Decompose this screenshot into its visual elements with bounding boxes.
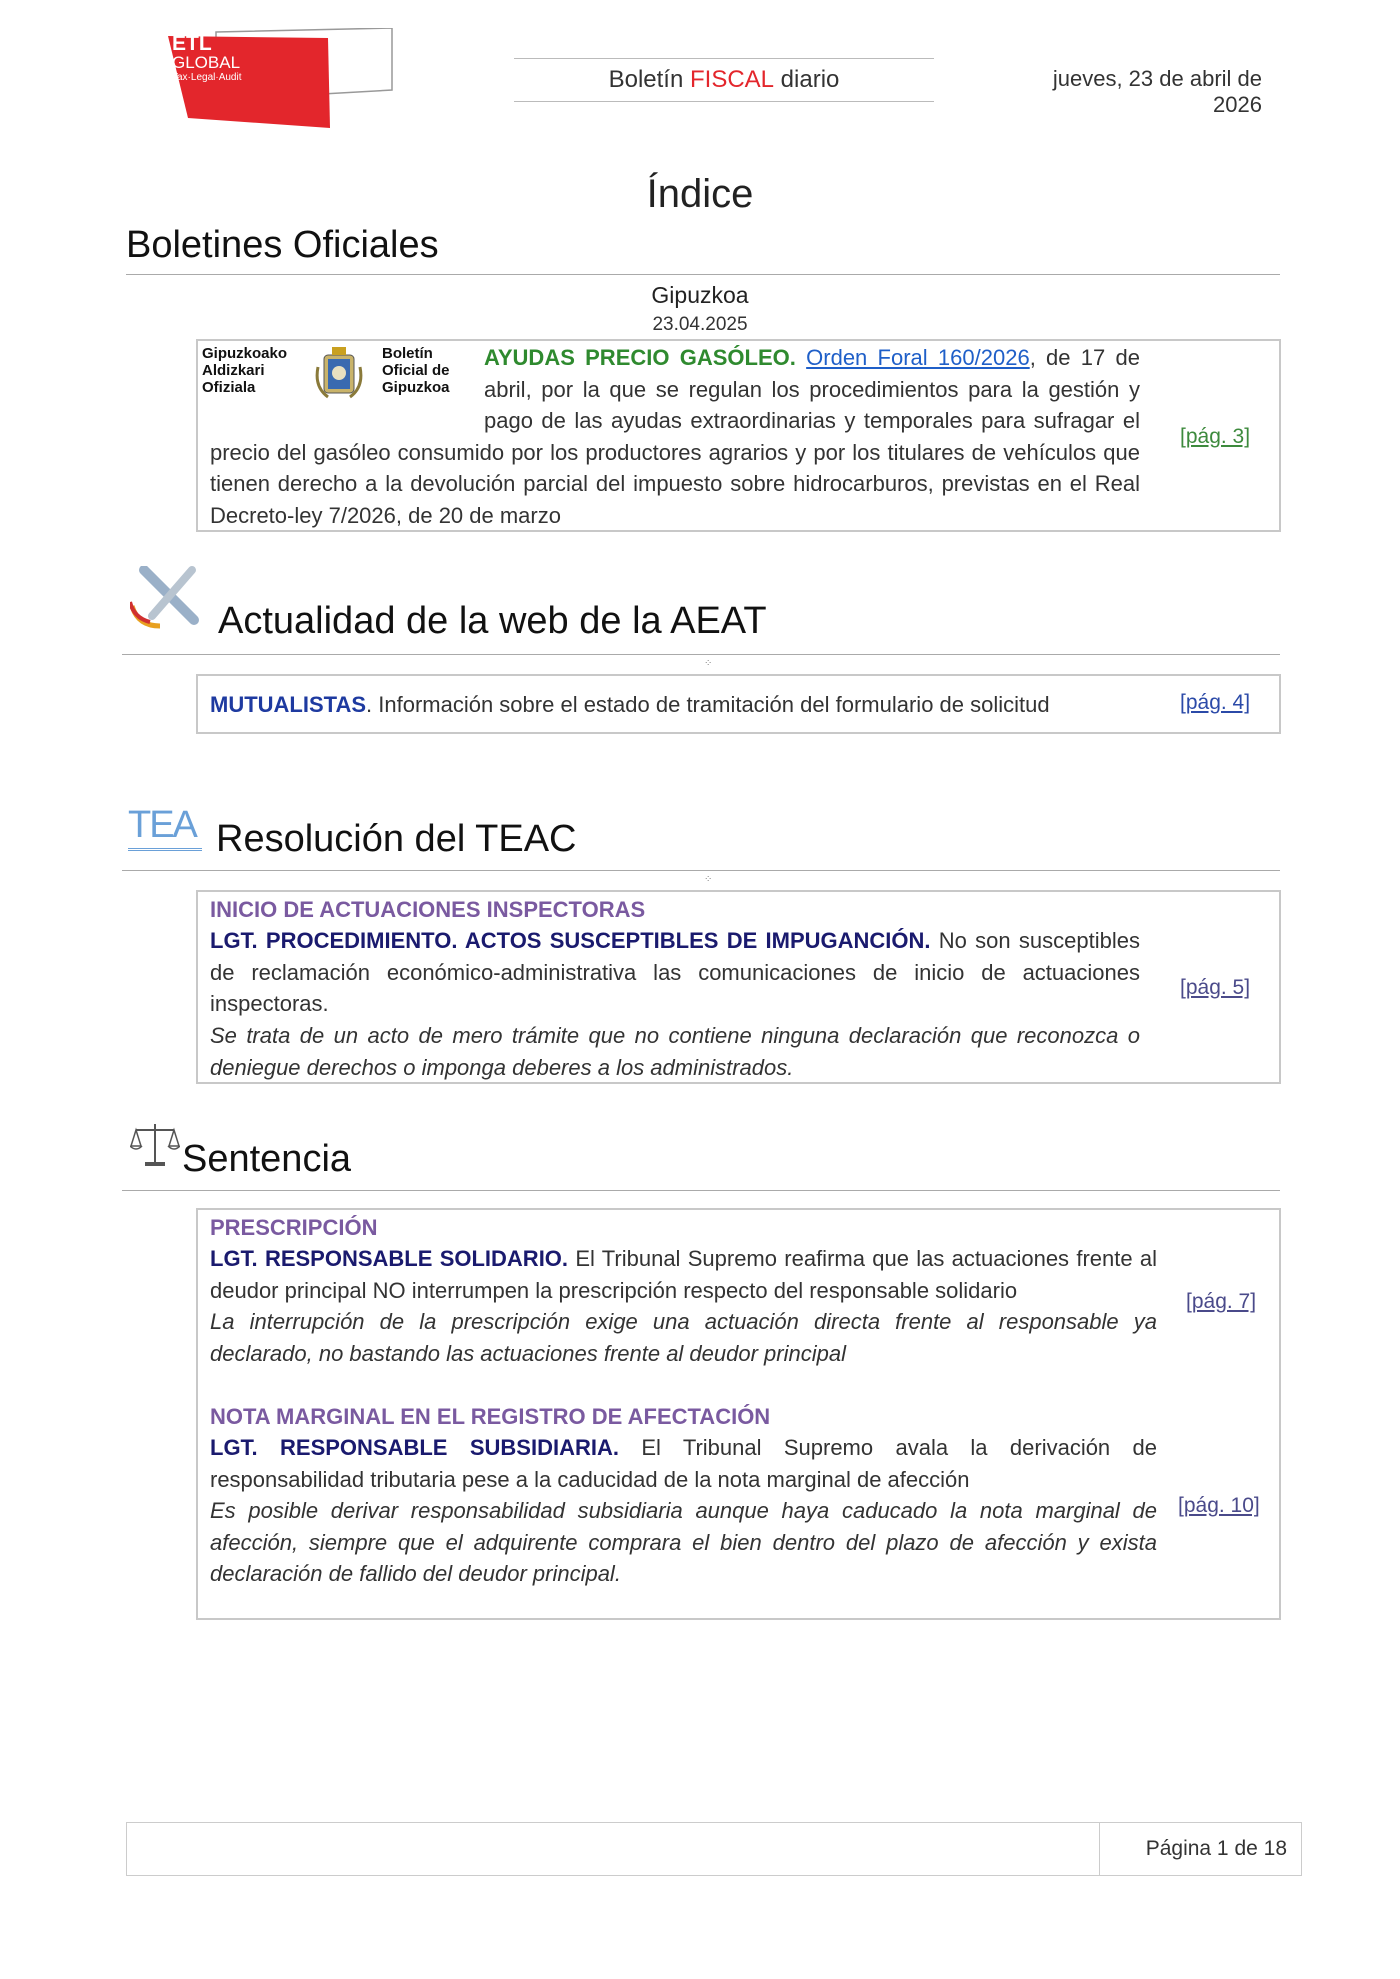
logo-right-line: Boletín (382, 345, 433, 362)
boletin-item-text (210, 342, 1140, 531)
sentencia-items-box (196, 1208, 1281, 1620)
section-divider (126, 274, 1280, 275)
logo-right-line: Gipuzkoa (382, 379, 450, 396)
aeat-logo-icon (130, 566, 204, 632)
section-title-aeat: Actualidad de la web de la AEAT (218, 600, 767, 642)
boletin-item-box (196, 339, 1281, 532)
section-divider (122, 870, 1280, 871)
item-kicker: PRESCRIPCIÓN (210, 1215, 378, 1240)
item-kicker: NOTA MARGINAL EN EL REGISTRO DE AFECTACIÓN (210, 1404, 771, 1429)
item-summary: Es posible derivar responsabilidad subsidiaria aunque haya caducado la nota marginal de afección, siempre que el adquirente comprara el bien dentro del plazo de afección y exista declaración de fallido del deudor principal. (210, 1498, 1157, 1586)
teac-logo-text: TEA (128, 804, 196, 846)
title-accent: FISCAL (689, 66, 775, 93)
region-name: Gipuzkoa (651, 282, 749, 308)
teac-logo-icon (128, 804, 204, 856)
item-summary: La interrupción de la prescripción exige una actuación directa frente al responsable ya declarado, no bastando las actuaciones frente al deudor principal (210, 1309, 1157, 1366)
newsletter-title (514, 58, 934, 102)
anchor-marker: ⁘ (704, 874, 713, 885)
logo-global-text: GLOBAL (172, 53, 241, 72)
sentencia-item-text (210, 1432, 1157, 1495)
page-link[interactable]: [pág. 3] (1180, 425, 1251, 448)
page-link[interactable]: [pág. 10] (1178, 1494, 1260, 1517)
logo-right-line: Oficial de (382, 362, 450, 379)
teac-item-box (196, 890, 1281, 1084)
page-link[interactable]: [pág. 4] (1180, 691, 1251, 714)
orden-foral-link[interactable]: Orden Foral 160/2026 (806, 345, 1030, 370)
logo-left-line: Ofiziala (202, 379, 256, 396)
section-title-sentencia: Sentencia (182, 1138, 352, 1180)
page-number: Página 1 de 18 (1145, 1837, 1287, 1860)
page-footer (126, 1822, 1302, 1876)
item-description: El Tribunal Supremo avala la derivación de responsabilidad tributaria pese a la caducidad de la nota marginal de afección (210, 1435, 1157, 1492)
item-description: , de 17 de abril, por la que se regulan los procedimientos para la gestión y pago de las ayudas extraordinarias y temporales para sufragar el precio del gasóleo consumido por los productores agrarios y por los titulares de vehículos que tienen derecho a la devolución parcial del impuesto sobre hidrocarburos, previstas en el Real Decreto-ley 7/2026, de 20 de marzo (210, 345, 1140, 528)
section-divider (122, 1190, 1280, 1191)
logo-left-line: Aldizkari (202, 362, 265, 379)
page-link[interactable]: [pág. 7] (1186, 1290, 1257, 1313)
title-prefix: Boletín (608, 66, 690, 93)
anchor-marker: ⁘ (704, 658, 713, 669)
teac-item-text (210, 925, 1140, 1020)
logo-etl-text: ETL (172, 32, 212, 55)
item-description: El Tribunal Supremo reafirma que las actuaciones frente al deudor principal NO interrumpen la prescripción respecto del responsable solidario (210, 1246, 1157, 1303)
page-link[interactable]: [pág. 5] (1180, 976, 1251, 999)
item-description: No son susceptibles de reclamación económico-administrativa las comunicaciones de inicio de actuaciones inspectoras. (210, 928, 1140, 1016)
etl-global-logo (168, 28, 396, 132)
section-divider (122, 654, 1280, 655)
item-kicker: INICIO DE ACTUACIONES INSPECTORAS (210, 897, 646, 922)
boletin-date: 23.04.2025 (652, 314, 748, 335)
logo-left-line: Gipuzkoako (202, 345, 288, 362)
item-summary: Se trata de un acto de mero trámite que no contiene ninguna declaración que reconozca o deniegue derechos o imponga deberes a los administrados. (210, 1023, 1140, 1080)
item-headline: AYUDAS PRECIO GASÓLEO. (484, 345, 796, 370)
aeat-item-text (210, 689, 1140, 721)
item-description: . Información sobre el estado de tramitación del formulario de solicitud (366, 692, 1050, 717)
section-title-teac: Resolución del TEAC (216, 818, 577, 860)
index-heading: Índice (646, 172, 754, 216)
section-title-boletines: Boletines Oficiales (126, 224, 439, 266)
item-headline: MUTUALISTAS (210, 692, 367, 717)
item-headline: LGT. RESPONSABLE SOLIDARIO. (210, 1246, 569, 1271)
aeat-item-box (196, 674, 1281, 734)
logo-tagline: Tax·Legal·Audit (172, 72, 242, 83)
item-headline: LGT. PROCEDIMIENTO. ACTOS SUSCEPTIBLES DE IMPUGANCIÓN. (210, 928, 931, 953)
scales-of-justice-icon (130, 1120, 180, 1168)
item-headline: LGT. RESPONSABLE SUBSIDIARIA. (210, 1435, 619, 1460)
header-date: jueves, 23 de abril de 2026 (1052, 66, 1262, 117)
title-suffix: diario (774, 66, 840, 93)
sentencia-item-text (210, 1243, 1157, 1306)
